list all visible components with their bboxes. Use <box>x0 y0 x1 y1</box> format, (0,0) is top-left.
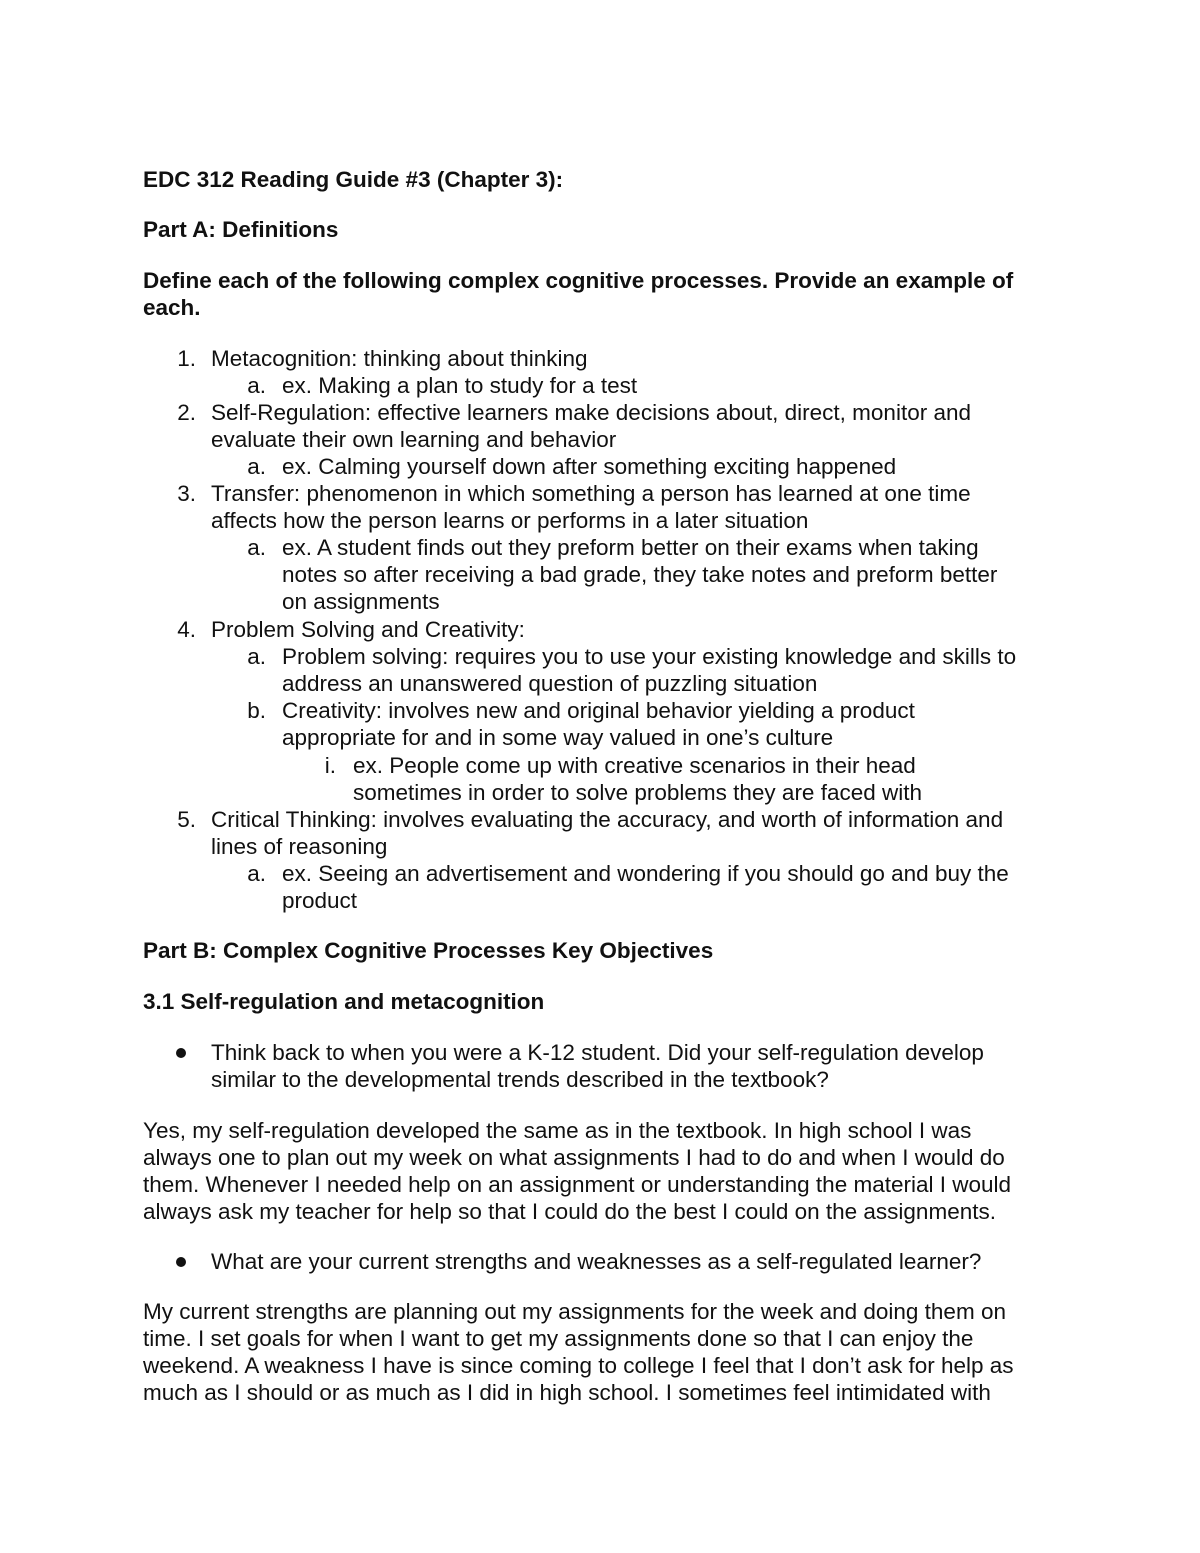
definition-metacognition: Metacognition: thinking about thinking <box>211 346 588 371</box>
list-marker: 5. <box>177 807 196 832</box>
answer-1-line-3: them. Whenever I needed help on an assignment or understanding the material I would <box>143 1172 1012 1197</box>
list-marker: b. <box>247 698 266 723</box>
list-marker: a. <box>247 644 266 669</box>
bullet-icon <box>176 1257 186 1267</box>
answer-2-line-2: time. I set goals for when I want to get my assignments done so that I can enjoy the <box>143 1326 974 1351</box>
list-marker: 2. <box>177 400 196 425</box>
example-metacognition: ex. Making a plan to study for a test <box>282 373 638 398</box>
section-heading: 3.1 Self-regulation and metacognition <box>143 989 545 1014</box>
example-critical-thinking-line-1: ex. Seeing an advertisement and wondering if you should go and buy the <box>282 861 1009 886</box>
example-transfer-line-3: on assignments <box>282 589 440 614</box>
example-creativity-line-1: ex. People come up with creative scenarios in their head <box>353 753 916 778</box>
part-a-instructions-line-1: Define each of the following complex cognitive processes. Provide an example of <box>143 268 1014 293</box>
definition-problem-solving-line-1: Problem solving: requires you to use your existing knowledge and skills to <box>282 644 1017 669</box>
definition-transfer-line-1: Transfer: phenomenon in which something a person has learned at one time <box>211 481 971 506</box>
list-marker: a. <box>247 861 266 886</box>
part-b-heading: Part B: Complex Cognitive Processes Key Objectives <box>143 938 714 963</box>
list-marker: a. <box>247 535 266 560</box>
list-marker: a. <box>247 373 266 398</box>
list-marker: a. <box>247 454 266 479</box>
example-creativity-line-2: sometimes in order to solve problems they are faced with <box>353 780 923 805</box>
answer-1-line-2: always one to plan out my week on what assignments I had to do and when I would do <box>143 1145 1005 1170</box>
example-self-regulation: ex. Calming yourself down after something exciting happened <box>282 454 897 479</box>
list-marker: 4. <box>177 617 196 642</box>
bullet-icon <box>176 1048 186 1058</box>
definition-creativity-line-2: appropriate for and in some way valued in one’s culture <box>282 725 834 750</box>
answer-1-line-1: Yes, my self-regulation developed the same as in the textbook. In high school I was <box>143 1118 972 1143</box>
answer-2-line-1: My current strengths are planning out my assignments for the week and doing them on <box>143 1299 1006 1324</box>
definition-problem-solving-creativity: Problem Solving and Creativity: <box>211 617 525 642</box>
example-transfer-line-2: notes so after receiving a bad grade, they take notes and preform better <box>282 562 998 587</box>
example-critical-thinking-line-2: product <box>282 888 358 913</box>
definition-self-regulation-line-2: evaluate their own learning and behavior <box>211 427 617 452</box>
part-a-instructions-line-2: each. <box>143 295 201 320</box>
list-marker: 3. <box>177 481 196 506</box>
example-transfer-line-1: ex. A student finds out they preform better on their exams when taking <box>282 535 979 560</box>
question-2-line-1: What are your current strengths and weaknesses as a self-regulated learner? <box>211 1249 982 1274</box>
document-title: EDC 312 Reading Guide #3 (Chapter 3): <box>143 167 564 192</box>
list-marker: 1. <box>177 346 196 371</box>
part-a-heading: Part A: Definitions <box>143 217 339 242</box>
definition-self-regulation-line-1: Self-Regulation: effective learners make decisions about, direct, monitor and <box>211 400 971 425</box>
definition-critical-thinking-line-1: Critical Thinking: involves evaluating the accuracy, and worth of information and <box>211 807 1004 832</box>
definition-transfer-line-2: affects how the person learns or performs in a later situation <box>211 508 809 533</box>
definition-critical-thinking-line-2: lines of reasoning <box>211 834 388 859</box>
definition-creativity-line-1: Creativity: involves new and original behavior yielding a product <box>282 698 915 723</box>
definition-problem-solving-line-2: address an unanswered question of puzzling situation <box>282 671 818 696</box>
answer-1-line-4: always ask my teacher for help so that I could do the best I could on the assignments. <box>143 1199 996 1224</box>
question-1-line-1: Think back to when you were a K-12 student. Did your self-regulation develop <box>211 1040 984 1065</box>
question-1-line-2: similar to the developmental trends described in the textbook? <box>211 1067 829 1092</box>
list-marker: i. <box>324 753 336 778</box>
answer-2-line-4: much as I should or as much as I did in high school. I sometimes feel intimidated with <box>143 1380 991 1405</box>
answer-2-line-3: weekend. A weakness I have is since coming to college I feel that I don’t ask for help as <box>143 1353 1014 1378</box>
